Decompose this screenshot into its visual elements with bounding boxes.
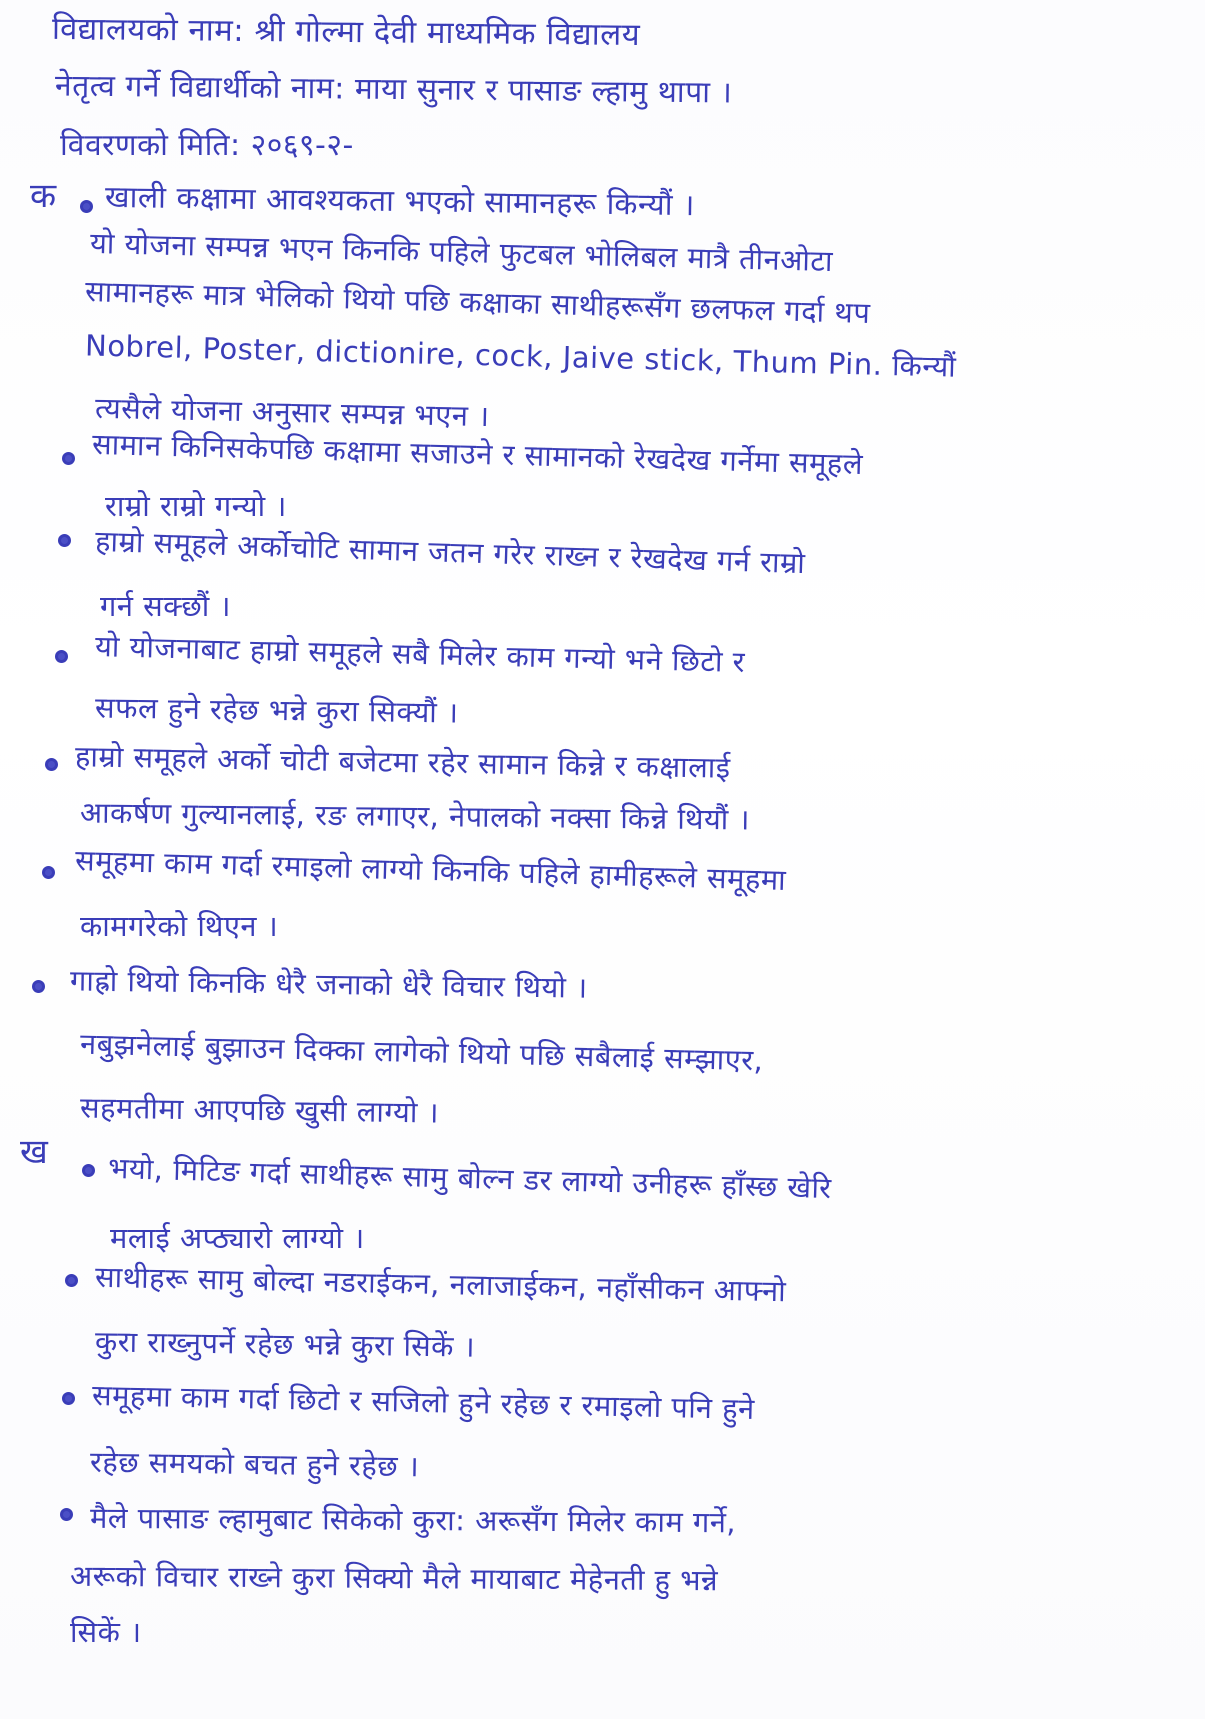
bullet-text-line: भयो, मिटिङ गर्दा साथीहरू सामु बोल्न डर लाग्यो उनीहरू हाँस्छ खेरि (107, 1150, 832, 1206)
bullet-text-line: सामान किनिसकेपछि कक्षामा सजाउने र सामानको रेखदेख गर्नेमा समूहले (91, 426, 864, 482)
section-marker-ka: क (30, 176, 57, 216)
bullet-text-line: समूहमा काम गर्दा छिटो र सजिलो हुने रहेछ र रमाइलो पनि हुने (91, 1378, 756, 1426)
bullet-text-line: अरूको विचार राख्ने कुरा सिक्यो मैले मायाबाट मेहेनती हु भन्ने (69, 1558, 719, 1598)
bullet-text-line: सफल हुने रहेछ भन्ने कुरा सिक्यौं । (94, 690, 459, 730)
bullet-text-line: यो योजनाबाट हाम्रो समूहले सबै मिलेर काम गन्यो भने छिटो र (94, 629, 746, 679)
bullet-dot (45, 758, 58, 771)
bullet-text-line: राम्रो राम्रो गन्यो । (105, 489, 287, 523)
bullet-text-line: मलाई अप्ठ्यारो लाग्यो । (110, 1221, 365, 1255)
school-name-line: विद्यालयको नाम: श्री गोल्मा देवी माध्यमिक विद्यालय (51, 10, 641, 54)
bullet-text-line: गर्न सक्छौं । (100, 589, 231, 623)
bullet-dot (62, 452, 75, 465)
bullet-dot (65, 1274, 78, 1287)
bullet-dot (80, 200, 93, 213)
bullet-dot (62, 1392, 75, 1405)
bullet-dot (82, 1164, 95, 1177)
section-marker-kha: ख (20, 1132, 48, 1172)
paragraph-line: त्यसैले योजना अनुसार सम्पन्न भएन । (94, 390, 490, 434)
bullet-text-line: नबुझनेलाई बुझाउन दिक्का लागेको थियो पछि सबैलाई सम्झाएर, (79, 1026, 764, 1078)
bullet-text-line: सिकें । (70, 1615, 142, 1649)
students-name-line: नेतृत्व गर्ने विद्यार्थीको नाम: माया सुनार र पासाङ ल्हामु थापा । (54, 68, 733, 111)
bullet-dot (55, 650, 68, 663)
bullet-dot (58, 534, 71, 547)
bullet-dot (32, 980, 45, 993)
bullet-text-line: सहमतीमा आएपछि खुसी लाग्यो । (79, 1090, 440, 1130)
bullet-text-line: मैले पासाङ ल्हामुबाट सिकेको कुरा: अरूसँग मिलेर काम गर्ने, (89, 1500, 737, 1540)
bullet-dot (60, 1508, 73, 1521)
bullet-text-line: रहेछ समयको बचत हुने रहेछ । (89, 1444, 420, 1484)
bullet-text-line: साथीहरू सामु बोल्दा नडराईकन, नलाजाईकन, नहाँसीकन आफ्नो (94, 1259, 787, 1309)
bullet-text-line: कामगरेको थिएन । (80, 909, 279, 943)
paragraph-line: सामानहरू मात्र भेलिको थियो पछि कक्षाका साथीहरूसँग छलफल गर्दा थप (84, 274, 871, 330)
bullet-dot (42, 866, 55, 879)
bullet-text-line: कुरा राख्नुपर्ने रहेछ भन्ने कुरा सिकें । (94, 1324, 476, 1364)
bullet-text-line: हाम्रो समूहले अर्को चोटी बजेटमा रहेर सामान किन्ने र कक्षालाई (74, 739, 731, 785)
bullet-text-line: गाह्रो थियो किनकि धेरै जनाको धेरै विचार थियो । (69, 963, 588, 1005)
paragraph-line: Nobrel, Poster, dictionire, cock, Jaive stick, Thum Pin. किन्यौं (84, 328, 957, 384)
section-ka-heading: खाली कक्षामा आवश्यकता भएको सामानहरू किन्यौं । (104, 179, 696, 224)
bullet-text-line: आकर्षण गुल्यानलाई, रङ लगाएर, नेपालको नक्सा किन्ने थियौं । (79, 795, 751, 837)
paragraph-line: यो योजना सम्पन्न भएन किनकि पहिले फुटबल भोलिबल मात्रै तीनओटा (89, 225, 834, 279)
bullet-text-line: समूहमा काम गर्दा रमाइलो लाग्यो किनकि पहिले हामीहरूले समूहमा (74, 843, 787, 897)
bullet-text-line: हाम्रो समूहले अर्कोचोटि सामान जतन गरेर राख्न र रेखदेख गर्न राम्रो (94, 523, 806, 581)
date-line: विवरणको मिति: २०६९-२- (60, 128, 354, 163)
